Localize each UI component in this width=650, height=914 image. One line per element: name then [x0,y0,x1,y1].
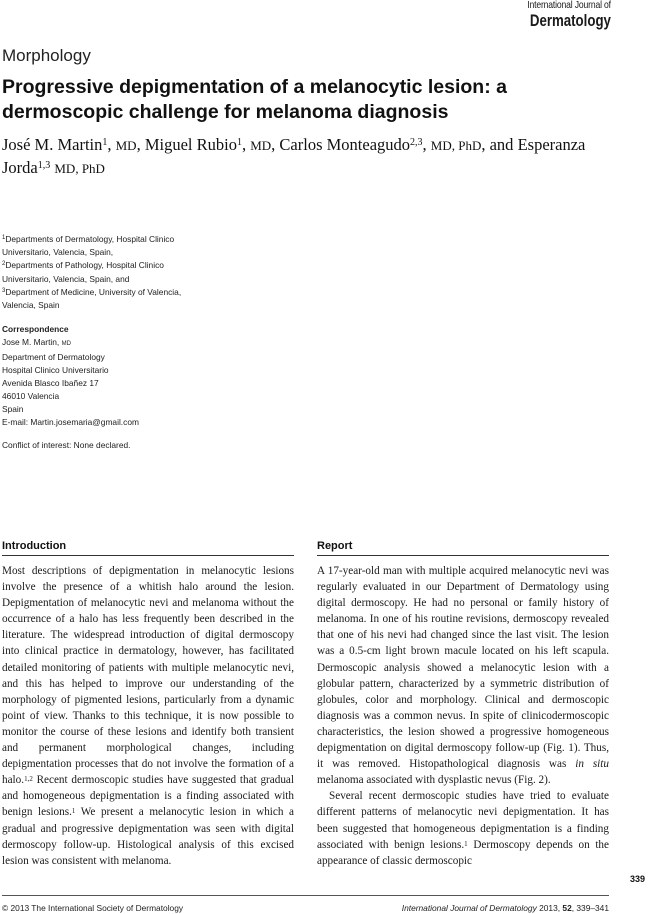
footer-copyright: © 2013 The International Society of Dermatology [2,903,184,913]
report-paragraph-1: A 17-year-old man with multiple acquired melanocytic nevi was regularly evaluated in our Department of Dermatology using digital dermoscopy. He had no personal or family history of melanoma. In one of his routine revisions, dermoscopy revealed that one of his nevi had changed since the last visit. The lesion was a 0.5-cm light brown macule located on his left scapula. Dermoscopic analysis showed a melanocytic lesion with a globular pattern, characterized by a symmetric distribution of globules, color and morphology. Clinical and dermoscopic diagnosis was a common nevus. In spite of clinicodermoscopic characteristics, the lesion showed a progressive homogeneous depigmentation on digital dermoscopy follow-up (Fig. 1). Thus, it was removed. Histopathological diagnosis was in situ melanoma associated with dysplastic nevus (Fig. 2). [317,565,609,787]
correspondence-line: Hospital Clinico Universitario [2,365,109,375]
affiliation-3: $^3$Department of Medicine, University of Valencia, Valencia, Spain [2,286,182,311]
author-list [2,134,602,180]
introduction-body [2,563,294,869]
report-paragraph-2: Several recent dermoscopic studies have tried to evaluate different patterns of melanocytic nevi depigmentation. It has been suggested that homogeneous depigmentation is a finding associated with benign lesions.$^1$ Dermoscopy depends on the appearance of classic dermoscopic [317,790,609,867]
affiliations [2,233,192,312]
report-heading: Report [317,540,353,552]
correspondence-email: E-mail: Martin.josemaria@gmail.com [2,417,139,427]
page-number: 339 [630,874,646,884]
correspondence-line: 46010 Valencia [2,391,60,401]
affiliation-2: $^2$Departments of Pathology, Hospital Clinico Universitario, Valencia, Spain, and [2,260,164,284]
author-4: Esperanza Jorda$^{1,3}$ MD, PhD [2,135,586,177]
introduction-paragraph: Most descriptions of depigmentation in melanocytic lesions involve the presence of a whitish halo around the lesion. Depigmentation of melanocytic nevi and melanoma without the occurrence of a halo has less frequently been described in the literature. The widespread introduction of digital dermoscopy into clinical practice in dermatology, however, has facilitated detailed monitoring of patients with multiple melanocytic nevi, and this has helped to improve our understanding of the morphology of pigmented lesions, particularly from a dynamic point of view. Thanks to this technique, it is now possible to monitor the course of these lesions and identify both transient and permanent morphological changes, including depigmentation processes that do not involve the formation of a halo.$^{1,2}$ Recent dermoscopic studies have suggested that gradual and homogeneous depigmentation is a finding associated with benign lesions.$^1$ We present a melanocytic lesion in which a gradual and progressive depigmentation was seen with digital dermoscopy follow-up. Histological analysis of this excised lesion was consistent with melanoma. [2,565,294,867]
report-rule [317,555,609,556]
footer-citation: International Journal of Dermatology 2013, 52, 339–341 [401,903,609,913]
author-1: José M. Martin$^1$, MD, [2,135,145,154]
journal-logo [507,0,611,29]
journal-logo-line2: Dermatology [529,10,611,30]
correspondence-name: Jose M. Martin, MD [2,337,71,347]
affiliation-1: $^1$Departments of Dermatology, Hospital Clinico Universitario, Valencia, Spain, [2,234,175,258]
introduction-rule [2,555,294,556]
section-label: Morphology [2,46,91,65]
correspondence-line: Department of Dermatology [2,352,105,362]
introduction-heading: Introduction [2,540,67,552]
correspondence-line: Avenida Blasco Ibañez 17 [2,378,99,388]
correspondence-heading: Correspondence [2,324,69,334]
author-3: Carlos Monteagudo$^{2,3}$, MD, PhD, and [279,135,518,154]
article-title: Progressive depigmentation of a melanocytic lesion: a dermoscopic challenge for melanoma diagnosis [2,76,507,123]
conflict-of-interest: Conflict of interest: None declared. [2,440,131,450]
report-body [317,563,609,869]
correspondence-line: Spain [2,404,24,414]
journal-logo-line1: International Journal of [527,0,611,11]
footer-rule [2,895,609,896]
correspondence [2,323,202,429]
author-2: Miguel Rubio$^1$, MD, [144,135,280,154]
